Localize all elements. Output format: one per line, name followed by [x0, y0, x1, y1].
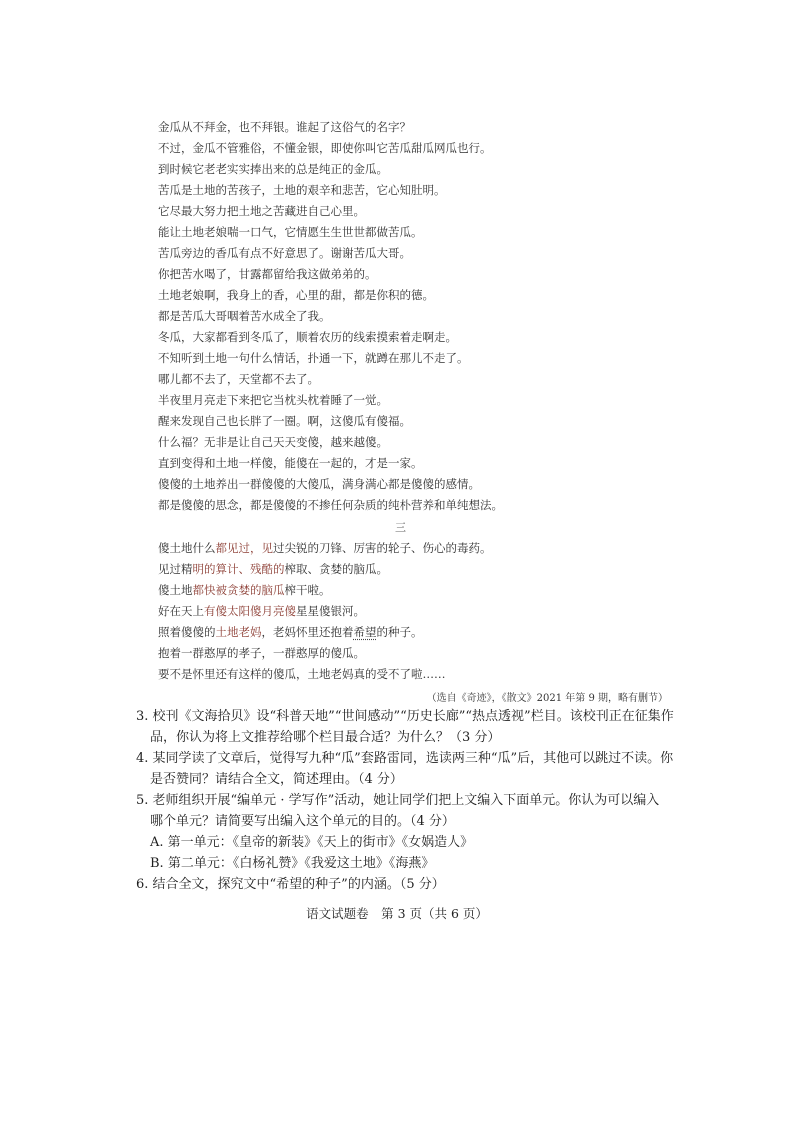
poem-line: 金瓜从不拜金，也不拜银。谁起了这俗气的名字？: [158, 120, 411, 134]
poem-line: 见过精明的算计、残酷的榨取、贪婪的脑瓜。: [158, 562, 388, 576]
poem-line: 到时候它老老实实捧出来的总是纯正的金瓜。: [158, 162, 388, 176]
poem-line: 不知听到土地一句什么情话，扑通一下，就蹲在那儿不走了。: [158, 351, 469, 365]
poem-line: 醒来发现自己也长胖了一圈。啊，这傻瓜有傻福。: [158, 414, 411, 428]
poem-line: 苦瓜是土地的苦孩子，土地的艰辛和悲苦，它心知肚明。: [158, 183, 446, 197]
poem-line: 你把苦水喝了，甘露都留给我这做弟弟的。: [158, 267, 377, 281]
poem-line: 土地老娘啊，我身上的香，心里的甜，都是你积的德。: [158, 288, 434, 302]
poem-line: 直到变得和土地一样傻，能傻在一起的，才是一家。: [158, 456, 423, 470]
question-4: 4. 某同学读了文章后，觉得写九种“瓜”套路雷同，选读两三种“瓜”后，其他可以跳过不读。你: [136, 751, 674, 766]
question-5-cont: 哪个单元？请简要写出编入这个单元的目的。（4 分）: [150, 814, 455, 829]
question-3-cont: 品，你认为将上文推荐给哪个栏目最合适？为什么？（3 分）: [150, 730, 501, 745]
poem-line: 傻土地都快被贪婪的脑瓜榨干啦。: [158, 583, 331, 597]
section-number: 三: [395, 521, 406, 534]
poem-line: 苦瓜旁边的香瓜有点不好意思了。谢谢苦瓜大哥。: [158, 246, 411, 260]
poem-line: 照着傻傻的土地老妈，老妈怀里还抱着希望的种子。: [158, 625, 423, 639]
poem-line: 能让土地老娘喘一口气，它情愿生生世世都做苦瓜。: [158, 225, 423, 239]
poem-line: 冬瓜，大家都看到冬瓜了，顺着农历的线索摸索着走啊走。: [158, 330, 457, 344]
source-citation: （选自《奇迹》，《散文》2021 年第 9 期，略有删节）: [426, 693, 668, 704]
poem-line: 都是苦瓜大哥咽着苦水成全了我。: [158, 309, 331, 323]
question-4-cont: 是否赞同？请结合全文，简述理由。（4 分）: [150, 772, 403, 787]
poem-line: 傻傻的土地养出一群傻傻的大傻瓜，满身满心都是傻傻的感情。: [158, 477, 480, 491]
poem-line: 要不是怀里还有这样的傻瓜，土地老妈真的受不了啦……: [158, 667, 446, 681]
question-3: 3. 校刊《文海拾贝》设“科普天地”“世间感动”“历史长廊”“热点透视”栏目。该校刊正在征集作: [136, 709, 674, 724]
question-5-option-a: A. 第一单元：《皇帝的新装》《天上的街市》《女娲造人》: [150, 835, 474, 850]
poem-line: 好在天上有傻太阳傻月亮傻星星傻银河。: [158, 604, 365, 618]
poem-line: 不过，金瓜不管雅俗，不懂金银，即使你叫它苦瓜甜瓜网瓜也行。: [158, 141, 492, 155]
poem-line: 傻土地什么都见过，见过尖锐的刀锋、厉害的轮子、伤心的毒药。: [158, 541, 492, 555]
poem-line: 什么福？无非是让自己天天变傻，越来越傻。: [158, 435, 388, 449]
page-footer: 语文试题卷 第 3 页（共 6 页）: [306, 906, 488, 921]
question-5-option-b: B. 第二单元：《白杨礼赞》《我爱这土地》《海燕》: [150, 856, 435, 871]
poem-line: 抱着一群憨厚的孝子，一群憨厚的傻瓜。: [158, 646, 365, 660]
question-6: 6. 结合全文，探究文中“希望的种子”的内涵。（5 分）: [136, 877, 445, 892]
poem-line: 都是傻傻的思念，都是傻傻的不掺任何杂质的纯朴营养和单纯想法。: [158, 498, 503, 512]
emphasis-hope: 希望: [353, 625, 377, 639]
poem-line: 半夜里月亮走下来把它当枕头枕着睡了一觉。: [158, 393, 388, 407]
poem-line: 它尽最大努力把土地之苦藏进自己心里。: [158, 204, 365, 218]
poem-line: 哪儿都不去了，天堂都不去了。: [158, 372, 319, 386]
question-5: 5. 老师组织开展“编单元 · 学写作”活动，她让同学们把上文编入下面单元。你认为可以编入: [136, 793, 660, 808]
